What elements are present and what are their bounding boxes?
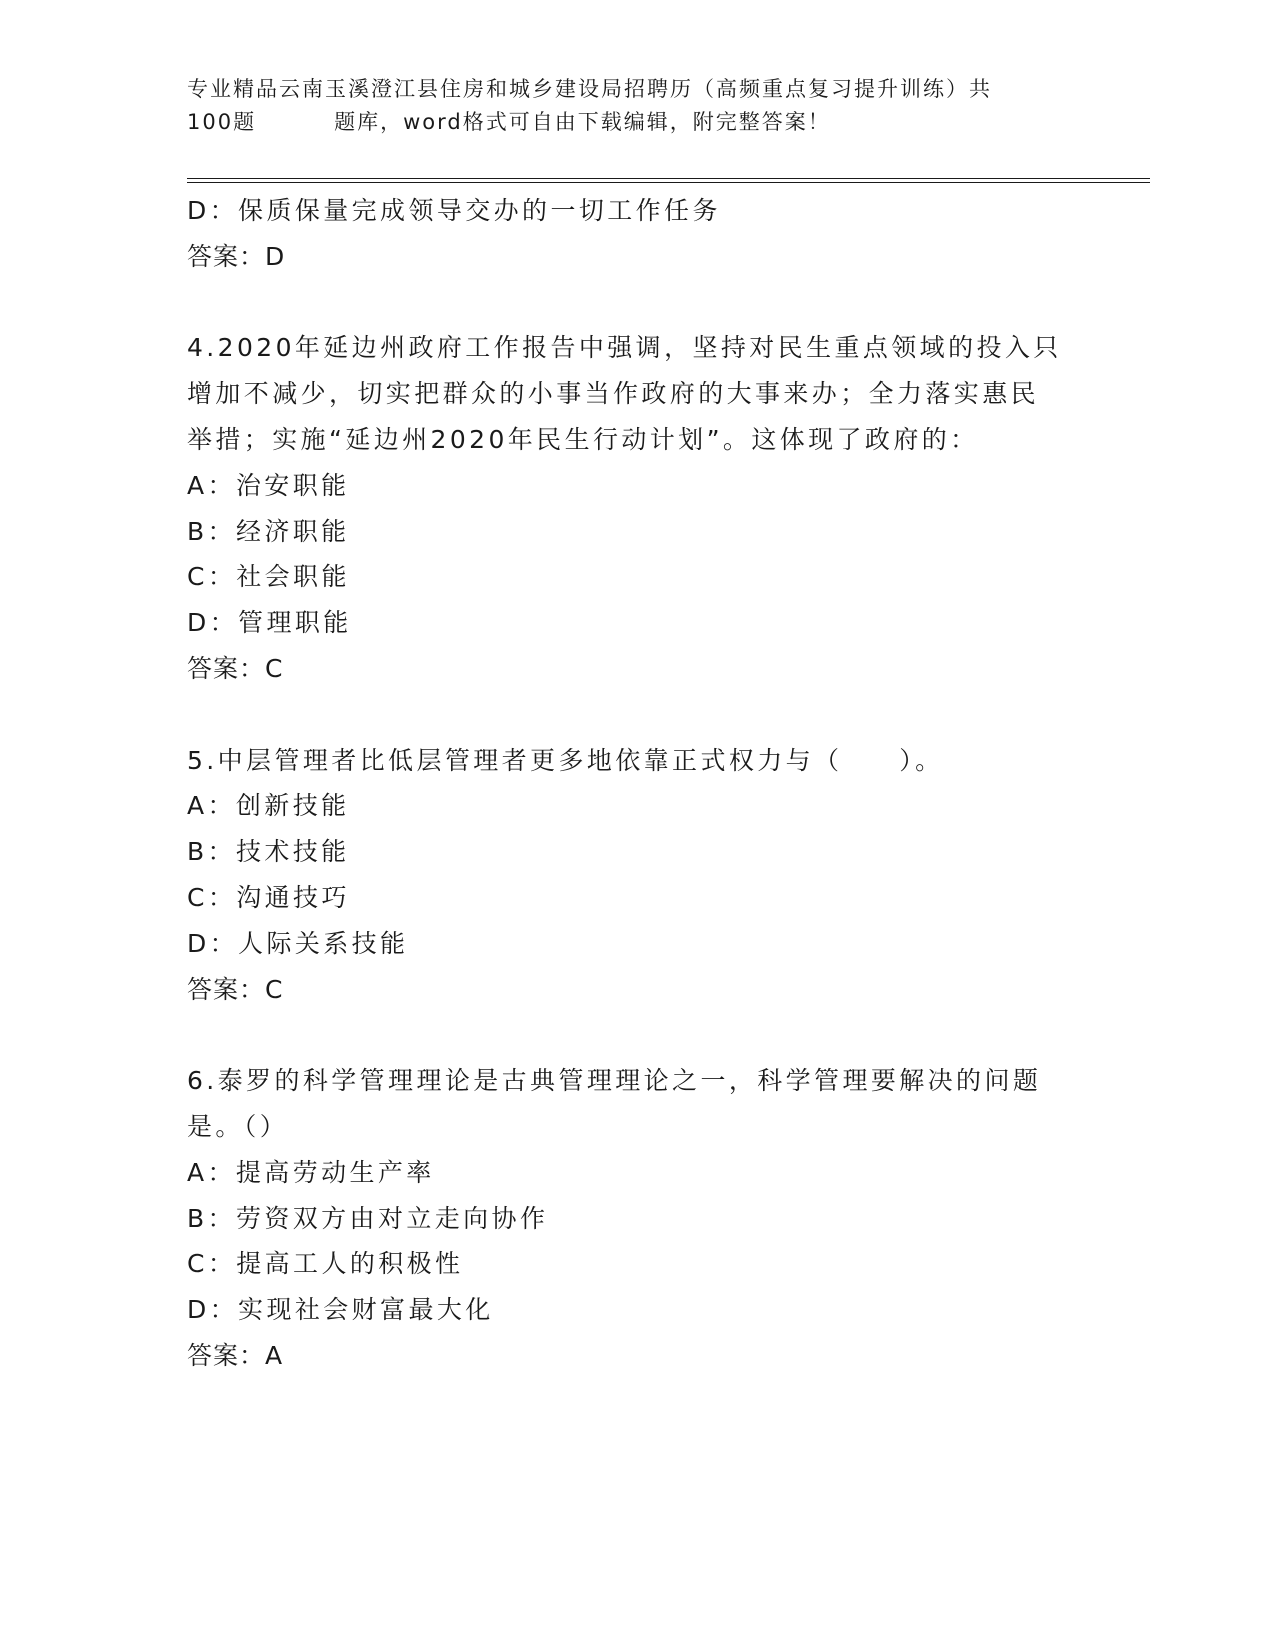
option-a: A：创新技能 bbox=[187, 791, 350, 821]
option-c: C：提高工人的积极性 bbox=[187, 1249, 464, 1279]
option-b: B：劳资双方由对立走向协作 bbox=[187, 1203, 549, 1233]
question-5 bbox=[187, 738, 1067, 1013]
option-c: C：社会职能 bbox=[187, 562, 350, 592]
option-a: A：提高劳动生产率 bbox=[187, 1157, 435, 1187]
header-question-count: 100题 bbox=[187, 110, 257, 134]
answer-line: 答案：C bbox=[187, 653, 284, 683]
answer-line: 答案：C bbox=[187, 974, 284, 1004]
option-d: D：实现社会财富最大化 bbox=[187, 1295, 494, 1325]
question-stem-line: 举措；实施“延边州2020年民生行动计划”。这体现了政府的： bbox=[187, 424, 979, 454]
question-4 bbox=[187, 325, 1067, 691]
previous-question-tail bbox=[187, 188, 1067, 280]
document-header bbox=[187, 73, 1067, 139]
option-b: B：技术技能 bbox=[187, 837, 350, 867]
option-b: B：经济职能 bbox=[187, 516, 350, 546]
question-6 bbox=[187, 1058, 1067, 1379]
answer-line: 答案：A bbox=[187, 1340, 284, 1370]
question-stem-line: 5.中层管理者比低层管理者更多地依靠正式权力与（ ）。 bbox=[187, 745, 944, 775]
header-title-line1: 专业精品云南玉溪澄江县住房和城乡建设局招聘历（高频重点复习提升训练）共 bbox=[187, 77, 992, 101]
option-a: A：治安职能 bbox=[187, 470, 350, 500]
document-body bbox=[187, 188, 1067, 1379]
header-description: 题库，word格式可自由下载编辑，附完整答案！ bbox=[334, 110, 831, 134]
question-stem-line: 是。（） bbox=[187, 1111, 289, 1141]
header-divider-top bbox=[187, 178, 1150, 179]
question-stem-line: 4.2020年延边州政府工作报告中强调，坚持对民生重点领域的投入只 bbox=[187, 333, 1062, 363]
option-d: D：保质保量完成领导交办的一切工作任务 bbox=[187, 196, 721, 225]
answer-line: 答案：D bbox=[187, 241, 286, 271]
question-stem-line: 增加不减少，切实把群众的小事当作政府的大事来办；全力落实惠民 bbox=[187, 379, 1040, 409]
question-stem-line: 6.泰罗的科学管理理论是古典管理理论之一，科学管理要解决的问题 bbox=[187, 1066, 1042, 1096]
option-d: D：人际关系技能 bbox=[187, 928, 409, 958]
option-d: D：管理职能 bbox=[187, 608, 352, 638]
header-divider-bottom bbox=[187, 182, 1150, 183]
header-title-line2 bbox=[187, 106, 1067, 139]
option-c: C：沟通技巧 bbox=[187, 882, 350, 912]
